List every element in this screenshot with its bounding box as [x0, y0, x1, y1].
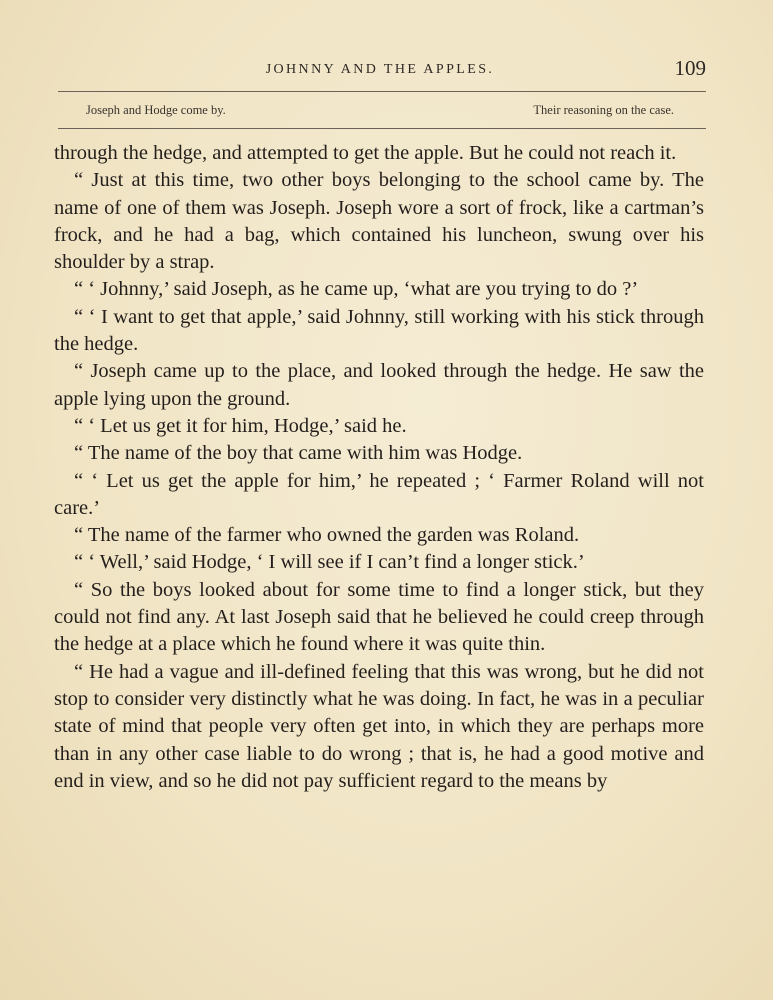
body-text — [54, 140, 704, 795]
paragraph: “ The name of the boy that came with him was Hodge. — [74, 442, 523, 465]
side-headings — [58, 103, 706, 121]
side-heading-left: Joseph and Hodge come by. — [86, 103, 226, 117]
paragraph: “ ‘ Well,’ said Hodge, ‘ I will see if I can’t find a longer stick.’ — [74, 551, 585, 574]
header-rule-bottom — [58, 128, 706, 129]
paragraph: “ The name of the farmer who owned the garden was Roland. — [74, 524, 580, 547]
running-title: JOHNNY AND THE APPLES. — [265, 62, 495, 77]
paragraph: “ So the boys looked about for some time to find a longer stick, but they could not find any. At last Joseph said that he believed he could creep through the hedge at a place which he found where it was quite thin. — [54, 578, 704, 656]
page-number: 109 — [674, 56, 706, 80]
paragraph: “ ‘ Let us get the apple for him,’ he repeated ; ‘ Farmer Roland will not care.’ — [54, 469, 704, 519]
paragraph: “ ‘ Johnny,’ said Joseph, as he came up, ‘what are you trying to do ?’ — [74, 278, 639, 301]
paragraph: “ He had a vague and ill-defined feeling that this was wrong, but he did not stop to consider very distinctly what he was doing. In fact, he was in a peculiar state of mind that people very often get into, in which they are perhaps more than in any other case liable to do wrong ; that is, he had a good motive and end in view, and so he did not pay sufficient regard to the means by — [54, 660, 704, 792]
paragraph: “ Just at this time, two other boys belonging to the school came by. The name of one of them was Joseph. Joseph wore a sort of frock, like a cartman’s frock, and he had a bag, which contained his luncheon, swung over his shoulder by a strap. — [54, 169, 704, 274]
header-rule-top — [58, 91, 706, 92]
running-head — [54, 58, 706, 84]
paragraph: through the hedge, and attempted to get the apple. But he could not reach it. — [54, 142, 677, 164]
side-heading-right: Their reasoning on the case. — [533, 103, 674, 117]
paragraph: “ ‘ I want to get that apple,’ said Johnny, still working with his stick through the hedge. — [54, 305, 704, 356]
paragraph: “ ‘ Let us get it for him, Hodge,’ said he. — [74, 414, 407, 437]
paragraph: “ Joseph came up to the place, and looked through the hedge. He saw the apple lying upon the ground. — [54, 360, 704, 410]
